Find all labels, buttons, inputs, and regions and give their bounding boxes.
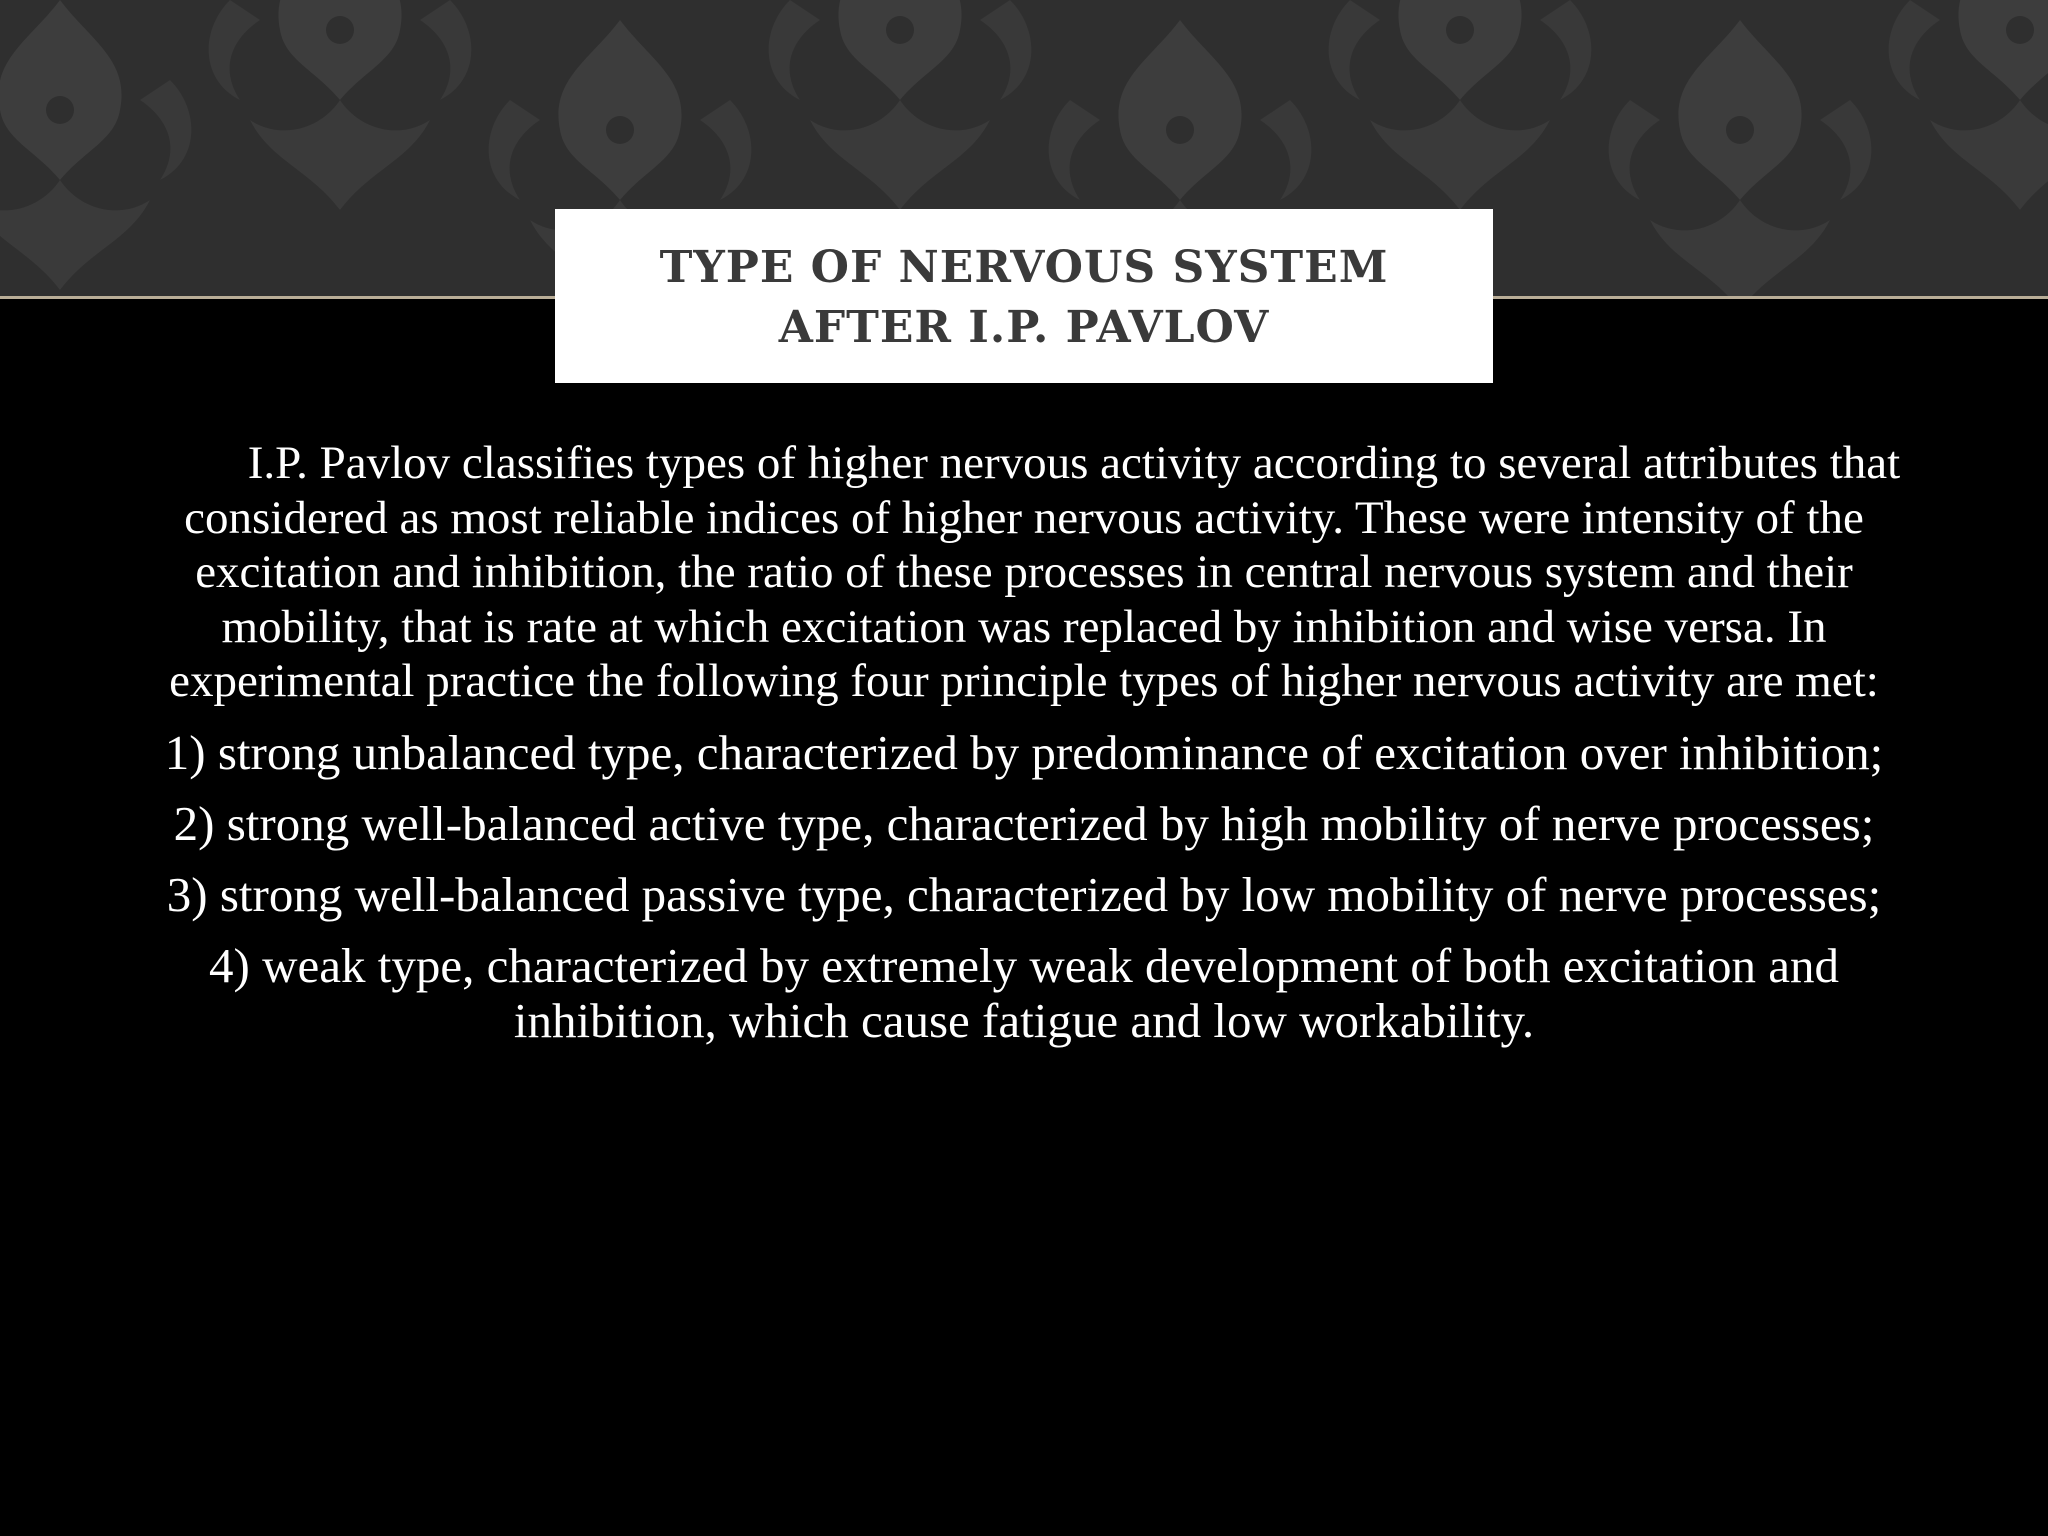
list-item-1: 1) strong unbalanced type, characterized by predominance of excitation over inhibition; — [164, 724, 1884, 780]
title-line-2: AFTER I.P. PAVLOV — [778, 302, 1270, 353]
list-item-3: 3) strong well-balanced passive type, characterized by low mobility of nerve processes; — [166, 866, 1882, 922]
title-box — [555, 209, 1493, 383]
list-item-2: 2) strong well-balanced active type, characterized by high mobility of nerve processes; — [173, 795, 1875, 851]
title-line-1: TYPE OF NERVOUS SYSTEM — [659, 242, 1389, 293]
intro-paragraph: I.P. Pavlov classifies types of higher nervous activity according to several attributes that considered as most reliable indices of higher nervous activity. These were intensity of the excitation and inhibition, the ratio of these processes in central nervous system and their mobility, that is rate at which excitation was replaced by inhibition and wise versa. In experimental practice the following four principle types of higher nervous activity are met: — [169, 437, 1901, 707]
body-text — [110, 436, 1938, 1064]
list-item-4: 4) weak type, characterized by extremely weak development of both excitation and inhibition, which cause fatigue and low workability. — [209, 937, 1839, 1048]
